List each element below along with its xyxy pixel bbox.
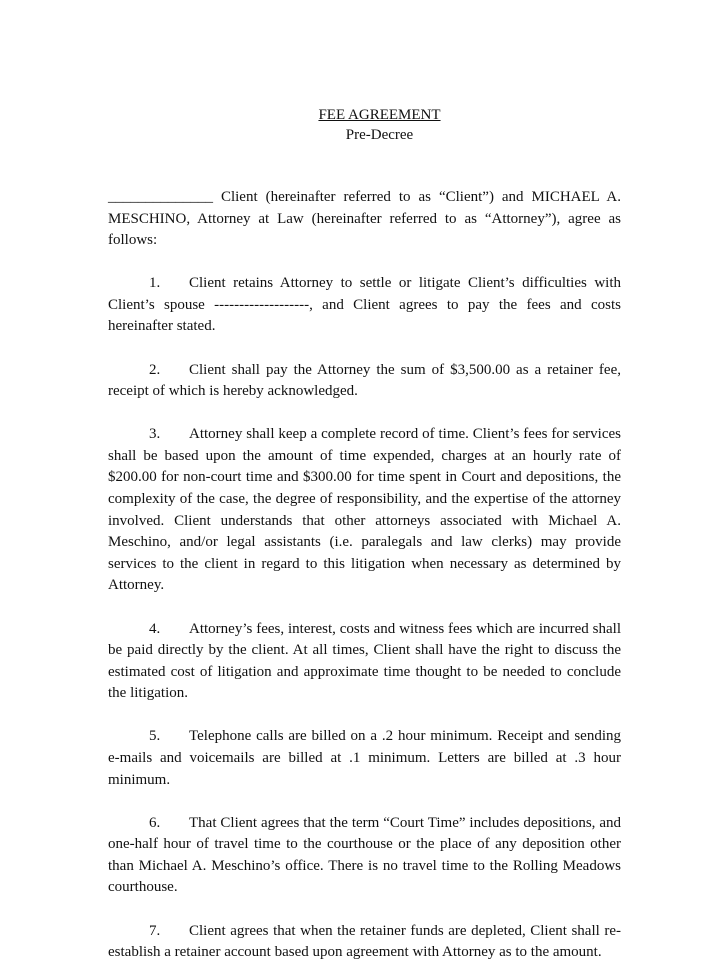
clause-5	[108, 726, 621, 791]
clause-1	[108, 273, 621, 338]
clause-number: 7.	[149, 922, 161, 939]
clause-4	[108, 619, 621, 705]
clause-number: 1.	[149, 275, 161, 292]
clause-text: Client retains Attorney to settle or litigate Client’s difficulties with Client’s spouse -------------------, and Client agrees to pay the fees and costs hereinafter stated.	[108, 275, 621, 335]
document-page	[108, 105, 621, 964]
intro-paragraph: ______________ Client (hereinafter referred to as “Client”) and MICHAEL A. MESCHINO, Attorney at Law (hereinafter referred to as “Attorney”), agree as follows:	[108, 189, 621, 249]
clause-number: 3.	[149, 426, 161, 443]
clause-number: 4.	[149, 620, 161, 637]
clause-7	[108, 921, 621, 964]
document-subtitle: Pre-Decree	[345, 127, 414, 143]
clause-text: Attorney shall keep a complete record of time. Client’s fees for services shall be based upon the amount of time expended, charges at an hourly rate of $200.00 for non-court time and $300.00 for time spent in Court and depositions, the complexity of the case, the degree of responsibility, and the expertise of the attorney involved. Client understands that other attorneys associated with Michael A. Meschino, and/or legal assistants (i.e. paralegals and law clerks) may provide services to the client in regard to this litigation when necessary as determined by Attorney.	[108, 426, 621, 594]
clause-number: 6.	[149, 814, 161, 831]
clause-2	[108, 360, 621, 403]
clause-text: Attorney’s fees, interest, costs and witness fees which are incurred shall be paid directly by the client. At all times, Client shall have the right to discuss the estimated cost of litigation and approximate time thought to be needed to conclude the litigation.	[108, 620, 621, 702]
clause-6	[108, 813, 621, 899]
clause-number: 2.	[149, 361, 161, 378]
document-title: FEE AGREEMENT	[318, 107, 441, 123]
clause-text: That Client agrees that the term “Court Time” includes depositions, and one-half hour of travel time to the courthouse or the place of any deposition other than Michael A. Meschino’s office. There is no travel time to the Rolling Meadows courthouse.	[108, 814, 621, 896]
clause-text: Telephone calls are billed on a .2 hour minimum. Receipt and sending e-mails and voicemails are billed at .1 minimum. Letters are billed at .3 hour minimum.	[108, 728, 621, 788]
clause-3	[108, 424, 621, 597]
title-block	[138, 105, 621, 145]
clause-text: Client shall pay the Attorney the sum of $3,500.00 as a retainer fee, receipt of which is hereby acknowledged.	[108, 361, 621, 400]
clause-number: 5.	[149, 728, 161, 745]
clause-text: Client agrees that when the retainer funds are depleted, Client shall re-establish a retainer account based upon agreement with Attorney as to the amount.	[108, 922, 621, 961]
